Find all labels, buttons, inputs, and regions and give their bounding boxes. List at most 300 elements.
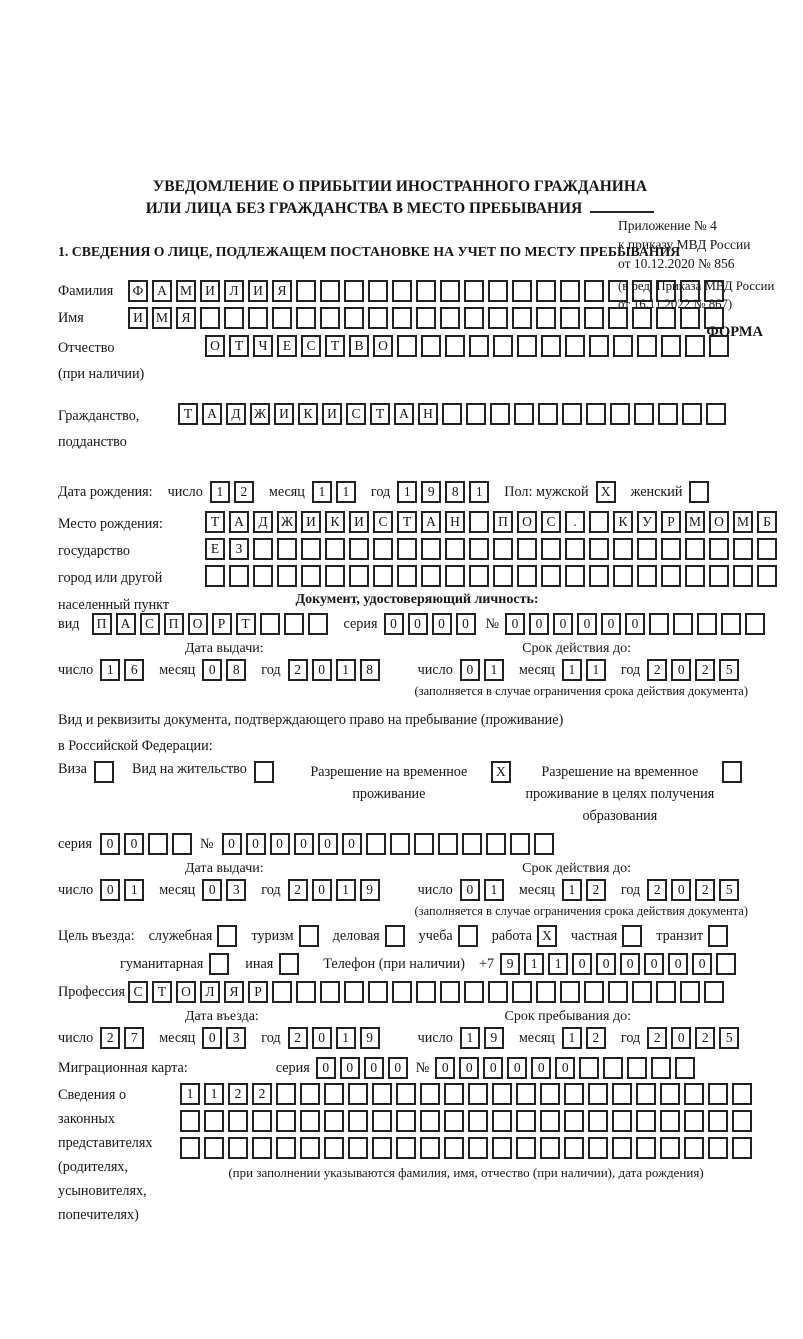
char-box[interactable]: 0 (340, 1057, 360, 1079)
char-box[interactable]: 1 (336, 659, 356, 681)
char-box[interactable]: Т (229, 335, 249, 357)
char-box[interactable] (420, 1083, 440, 1105)
char-box[interactable]: 0 (692, 953, 712, 975)
char-box[interactable]: К (613, 511, 633, 533)
char-box[interactable] (300, 1083, 320, 1105)
char-box[interactable]: 2 (100, 1027, 120, 1049)
char-box[interactable] (372, 1110, 392, 1132)
char-box[interactable] (708, 1137, 728, 1159)
char-box[interactable] (612, 1110, 632, 1132)
char-box[interactable] (344, 280, 364, 302)
char-box[interactable]: Р (212, 613, 232, 635)
char-box[interactable]: 2 (252, 1083, 272, 1105)
char-box[interactable]: 2 (586, 1027, 606, 1049)
char-box[interactable] (516, 1110, 536, 1132)
char-box[interactable]: 5 (719, 1027, 739, 1049)
char-box[interactable]: . (565, 511, 585, 533)
purpose-humanitarian-checkbox[interactable] (209, 953, 229, 975)
char-box[interactable]: 0 (435, 1057, 455, 1079)
char-box[interactable]: Т (397, 511, 417, 533)
char-box[interactable]: 0 (483, 1057, 503, 1079)
char-box[interactable]: 0 (270, 833, 290, 855)
char-box[interactable] (540, 1137, 560, 1159)
char-box[interactable]: 0 (384, 613, 404, 635)
char-box[interactable]: 0 (625, 613, 645, 635)
char-box[interactable]: 3 (226, 1027, 246, 1049)
char-box[interactable]: 7 (124, 1027, 144, 1049)
char-box[interactable] (444, 1110, 464, 1132)
char-box[interactable]: 2 (647, 879, 667, 901)
char-box[interactable]: М (176, 280, 196, 302)
char-box[interactable] (325, 538, 345, 560)
char-box[interactable]: 2 (234, 481, 254, 503)
char-box[interactable]: 1 (204, 1083, 224, 1105)
char-box[interactable]: П (493, 511, 513, 533)
char-box[interactable] (661, 335, 681, 357)
char-box[interactable] (685, 538, 705, 560)
char-box[interactable] (420, 1137, 440, 1159)
char-box[interactable] (252, 1137, 272, 1159)
char-box[interactable] (613, 565, 633, 587)
char-box[interactable] (586, 403, 606, 425)
char-box[interactable]: С (346, 403, 366, 425)
char-box[interactable] (658, 403, 678, 425)
char-box[interactable]: 0 (644, 953, 664, 975)
char-box[interactable]: 0 (553, 613, 573, 635)
char-box[interactable] (396, 1137, 416, 1159)
char-box[interactable] (708, 1110, 728, 1132)
char-box[interactable]: 9 (500, 953, 520, 975)
char-box[interactable]: 2 (288, 1027, 308, 1049)
char-box[interactable]: 0 (294, 833, 314, 855)
char-box[interactable]: Д (253, 511, 273, 533)
char-box[interactable] (277, 538, 297, 560)
char-box[interactable]: А (229, 511, 249, 533)
char-box[interactable] (445, 565, 465, 587)
char-box[interactable]: М (152, 307, 172, 329)
char-box[interactable] (445, 335, 465, 357)
char-box[interactable]: 1 (336, 879, 356, 901)
char-box[interactable] (732, 1137, 752, 1159)
char-box[interactable]: Л (224, 280, 244, 302)
char-box[interactable]: П (164, 613, 184, 635)
char-box[interactable] (560, 981, 580, 1003)
char-box[interactable] (468, 1083, 488, 1105)
char-box[interactable]: 0 (505, 613, 525, 635)
char-box[interactable] (613, 538, 633, 560)
char-box[interactable] (444, 1083, 464, 1105)
char-box[interactable]: 0 (668, 953, 688, 975)
char-box[interactable] (517, 538, 537, 560)
char-box[interactable]: Б (757, 511, 777, 533)
char-box[interactable] (536, 280, 556, 302)
char-box[interactable]: Т (325, 335, 345, 357)
char-box[interactable] (205, 565, 225, 587)
char-box[interactable] (492, 1110, 512, 1132)
char-box[interactable]: 8 (445, 481, 465, 503)
char-box[interactable] (420, 1110, 440, 1132)
char-box[interactable] (368, 280, 388, 302)
char-box[interactable] (685, 565, 705, 587)
char-box[interactable] (300, 1110, 320, 1132)
char-box[interactable]: 1 (180, 1083, 200, 1105)
char-box[interactable] (229, 565, 249, 587)
char-box[interactable] (560, 307, 580, 329)
char-box[interactable] (565, 335, 585, 357)
char-box[interactable]: 0 (312, 659, 332, 681)
residence-permit-checkbox[interactable] (254, 761, 274, 783)
char-box[interactable]: С (128, 981, 148, 1003)
char-box[interactable]: 1 (484, 879, 504, 901)
char-box[interactable]: 0 (222, 833, 242, 855)
char-box[interactable] (680, 981, 700, 1003)
char-box[interactable] (636, 1083, 656, 1105)
char-box[interactable]: 0 (596, 953, 616, 975)
char-box[interactable] (416, 280, 436, 302)
char-box[interactable] (320, 307, 340, 329)
purpose-transit-checkbox[interactable] (708, 925, 728, 947)
char-box[interactable]: Я (224, 981, 244, 1003)
char-box[interactable] (308, 613, 328, 635)
char-box[interactable] (276, 1137, 296, 1159)
char-box[interactable]: 0 (312, 879, 332, 901)
purpose-business-checkbox[interactable] (385, 925, 405, 947)
char-box[interactable] (421, 538, 441, 560)
char-box[interactable]: П (92, 613, 112, 635)
char-box[interactable] (632, 981, 652, 1003)
purpose-study-checkbox[interactable] (458, 925, 478, 947)
char-box[interactable] (368, 981, 388, 1003)
char-box[interactable]: Р (248, 981, 268, 1003)
char-box[interactable] (661, 565, 681, 587)
char-box[interactable] (466, 403, 486, 425)
char-box[interactable] (253, 538, 273, 560)
char-box[interactable]: Н (445, 511, 465, 533)
char-box[interactable] (612, 1083, 632, 1105)
char-box[interactable]: Т (205, 511, 225, 533)
char-box[interactable] (649, 613, 669, 635)
char-box[interactable] (390, 833, 410, 855)
char-box[interactable]: 1 (124, 879, 144, 901)
char-box[interactable] (469, 565, 489, 587)
char-box[interactable] (589, 335, 609, 357)
char-box[interactable] (397, 538, 417, 560)
char-box[interactable] (588, 1137, 608, 1159)
char-box[interactable]: 1 (484, 659, 504, 681)
char-box[interactable]: М (685, 511, 705, 533)
char-box[interactable] (301, 565, 321, 587)
char-box[interactable] (673, 613, 693, 635)
char-box[interactable] (490, 403, 510, 425)
char-box[interactable] (660, 1083, 680, 1105)
char-box[interactable] (610, 403, 630, 425)
char-box[interactable] (421, 565, 441, 587)
char-box[interactable] (372, 1137, 392, 1159)
char-box[interactable] (540, 1110, 560, 1132)
char-box[interactable] (224, 307, 244, 329)
char-box[interactable]: 2 (228, 1083, 248, 1105)
female-checkbox[interactable] (689, 481, 709, 503)
char-box[interactable]: 1 (336, 1027, 356, 1049)
char-box[interactable] (296, 981, 316, 1003)
char-box[interactable] (349, 538, 369, 560)
char-box[interactable] (579, 1057, 599, 1079)
char-box[interactable] (445, 538, 465, 560)
char-box[interactable]: 2 (695, 879, 715, 901)
char-box[interactable]: Я (272, 280, 292, 302)
char-box[interactable] (708, 1083, 728, 1105)
char-box[interactable]: 0 (456, 613, 476, 635)
char-box[interactable]: Т (370, 403, 390, 425)
char-box[interactable]: 0 (555, 1057, 575, 1079)
char-box[interactable] (272, 307, 292, 329)
char-box[interactable]: 5 (719, 659, 739, 681)
char-box[interactable] (709, 538, 729, 560)
char-box[interactable] (320, 280, 340, 302)
char-box[interactable] (517, 565, 537, 587)
char-box[interactable]: 0 (318, 833, 338, 855)
char-box[interactable] (421, 335, 441, 357)
char-box[interactable] (565, 565, 585, 587)
char-box[interactable] (344, 981, 364, 1003)
char-box[interactable] (392, 307, 412, 329)
char-box[interactable]: И (128, 307, 148, 329)
char-box[interactable] (564, 1137, 584, 1159)
char-box[interactable] (733, 538, 753, 560)
char-box[interactable]: 1 (562, 879, 582, 901)
char-box[interactable] (372, 1083, 392, 1105)
char-box[interactable]: 0 (432, 613, 452, 635)
char-box[interactable] (636, 1110, 656, 1132)
char-box[interactable] (396, 1083, 416, 1105)
char-box[interactable]: 0 (577, 613, 597, 635)
char-box[interactable] (757, 538, 777, 560)
char-box[interactable] (284, 613, 304, 635)
char-box[interactable] (392, 280, 412, 302)
char-box[interactable] (536, 981, 556, 1003)
char-box[interactable]: З (229, 538, 249, 560)
char-box[interactable]: А (421, 511, 441, 533)
char-box[interactable]: 2 (647, 659, 667, 681)
char-box[interactable] (589, 511, 609, 533)
char-box[interactable] (296, 280, 316, 302)
char-box[interactable] (300, 1137, 320, 1159)
char-box[interactable]: Е (205, 538, 225, 560)
temp-permit-checkbox[interactable]: X (491, 761, 511, 783)
char-box[interactable] (325, 565, 345, 587)
char-box[interactable] (608, 981, 628, 1003)
char-box[interactable] (397, 335, 417, 357)
purpose-private-checkbox[interactable] (622, 925, 642, 947)
char-box[interactable] (660, 1137, 680, 1159)
char-box[interactable] (613, 335, 633, 357)
char-box[interactable]: 9 (421, 481, 441, 503)
char-box[interactable]: С (301, 335, 321, 357)
char-box[interactable] (492, 1137, 512, 1159)
char-box[interactable]: 2 (288, 659, 308, 681)
char-box[interactable]: 0 (100, 833, 120, 855)
char-box[interactable] (732, 1110, 752, 1132)
char-box[interactable] (538, 403, 558, 425)
char-box[interactable]: 0 (460, 659, 480, 681)
char-box[interactable] (733, 565, 753, 587)
char-box[interactable] (204, 1137, 224, 1159)
char-box[interactable] (685, 335, 705, 357)
char-box[interactable] (200, 307, 220, 329)
purpose-work-checkbox[interactable]: X (537, 925, 557, 947)
char-box[interactable]: 2 (586, 879, 606, 901)
char-box[interactable]: 0 (572, 953, 592, 975)
char-box[interactable] (440, 307, 460, 329)
char-box[interactable]: Т (152, 981, 172, 1003)
char-box[interactable] (517, 335, 537, 357)
purpose-official-checkbox[interactable] (217, 925, 237, 947)
char-box[interactable] (276, 1110, 296, 1132)
char-box[interactable]: О (188, 613, 208, 635)
char-box[interactable] (493, 565, 513, 587)
char-box[interactable] (253, 565, 273, 587)
char-box[interactable]: К (325, 511, 345, 533)
char-box[interactable]: 3 (226, 879, 246, 901)
char-box[interactable]: А (152, 280, 172, 302)
char-box[interactable] (612, 1137, 632, 1159)
char-box[interactable] (228, 1137, 248, 1159)
char-box[interactable] (488, 280, 508, 302)
char-box[interactable]: 0 (100, 879, 120, 901)
char-box[interactable]: Н (418, 403, 438, 425)
char-box[interactable] (564, 1110, 584, 1132)
char-box[interactable] (148, 833, 168, 855)
char-box[interactable]: 2 (288, 879, 308, 901)
char-box[interactable] (440, 280, 460, 302)
char-box[interactable]: 0 (531, 1057, 551, 1079)
char-box[interactable]: Д (226, 403, 246, 425)
char-box[interactable]: Р (661, 511, 681, 533)
char-box[interactable] (180, 1137, 200, 1159)
char-box[interactable]: 8 (360, 659, 380, 681)
char-box[interactable] (516, 1137, 536, 1159)
char-box[interactable]: 1 (210, 481, 230, 503)
char-box[interactable]: 1 (524, 953, 544, 975)
char-box[interactable]: А (394, 403, 414, 425)
char-box[interactable] (488, 981, 508, 1003)
char-box[interactable] (588, 1083, 608, 1105)
char-box[interactable]: 0 (620, 953, 640, 975)
char-box[interactable] (516, 1083, 536, 1105)
char-box[interactable] (464, 307, 484, 329)
char-box[interactable]: 1 (397, 481, 417, 503)
char-box[interactable]: 8 (226, 659, 246, 681)
char-box[interactable] (709, 565, 729, 587)
char-box[interactable]: 0 (460, 879, 480, 901)
char-box[interactable] (493, 335, 513, 357)
char-box[interactable] (228, 1110, 248, 1132)
char-box[interactable]: У (637, 511, 657, 533)
char-box[interactable] (464, 280, 484, 302)
char-box[interactable] (348, 1110, 368, 1132)
char-box[interactable]: 1 (562, 659, 582, 681)
char-box[interactable]: 0 (601, 613, 621, 635)
edu-permit-checkbox[interactable] (722, 761, 742, 783)
char-box[interactable]: А (202, 403, 222, 425)
char-box[interactable]: И (322, 403, 342, 425)
char-box[interactable] (541, 335, 561, 357)
char-box[interactable]: 0 (342, 833, 362, 855)
char-box[interactable] (684, 1110, 704, 1132)
char-box[interactable]: К (298, 403, 318, 425)
char-box[interactable]: Л (200, 981, 220, 1003)
char-box[interactable]: 0 (529, 613, 549, 635)
char-box[interactable]: 9 (360, 1027, 380, 1049)
char-box[interactable]: 1 (336, 481, 356, 503)
char-box[interactable] (396, 1110, 416, 1132)
char-box[interactable] (560, 280, 580, 302)
char-box[interactable]: 2 (647, 1027, 667, 1049)
char-box[interactable] (636, 1137, 656, 1159)
char-box[interactable] (627, 1057, 647, 1079)
char-box[interactable]: 0 (507, 1057, 527, 1079)
char-box[interactable] (661, 538, 681, 560)
char-box[interactable]: 1 (460, 1027, 480, 1049)
char-box[interactable] (366, 833, 386, 855)
char-box[interactable] (716, 953, 736, 975)
char-box[interactable] (512, 307, 532, 329)
char-box[interactable]: 1 (312, 481, 332, 503)
char-box[interactable]: Ж (250, 403, 270, 425)
char-box[interactable]: Е (277, 335, 297, 357)
char-box[interactable] (660, 1110, 680, 1132)
char-box[interactable]: 1 (469, 481, 489, 503)
char-box[interactable] (634, 403, 654, 425)
char-box[interactable] (368, 307, 388, 329)
char-box[interactable] (348, 1137, 368, 1159)
char-box[interactable] (651, 1057, 671, 1079)
char-box[interactable]: О (205, 335, 225, 357)
char-box[interactable]: О (176, 981, 196, 1003)
char-box[interactable]: 0 (459, 1057, 479, 1079)
char-box[interactable] (416, 307, 436, 329)
char-box[interactable]: Ф (128, 280, 148, 302)
char-box[interactable] (534, 833, 554, 855)
char-box[interactable] (697, 613, 717, 635)
char-box[interactable] (373, 565, 393, 587)
char-box[interactable] (565, 538, 585, 560)
char-box[interactable] (512, 280, 532, 302)
char-box[interactable]: Я (176, 307, 196, 329)
char-box[interactable] (180, 1110, 200, 1132)
char-box[interactable] (373, 538, 393, 560)
char-box[interactable]: 0 (202, 659, 222, 681)
char-box[interactable]: Ч (253, 335, 273, 357)
char-box[interactable] (468, 1137, 488, 1159)
char-box[interactable] (468, 1110, 488, 1132)
char-box[interactable]: 5 (719, 879, 739, 901)
char-box[interactable] (514, 403, 534, 425)
char-box[interactable] (320, 981, 340, 1003)
char-box[interactable]: С (140, 613, 160, 635)
char-box[interactable] (637, 565, 657, 587)
char-box[interactable] (469, 511, 489, 533)
char-box[interactable]: С (373, 511, 393, 533)
char-box[interactable]: 0 (671, 879, 691, 901)
char-box[interactable]: О (373, 335, 393, 357)
char-box[interactable]: 2 (695, 659, 715, 681)
char-box[interactable]: О (709, 511, 729, 533)
char-box[interactable]: 1 (586, 659, 606, 681)
char-box[interactable] (469, 335, 489, 357)
char-box[interactable] (732, 1083, 752, 1105)
char-box[interactable] (589, 538, 609, 560)
